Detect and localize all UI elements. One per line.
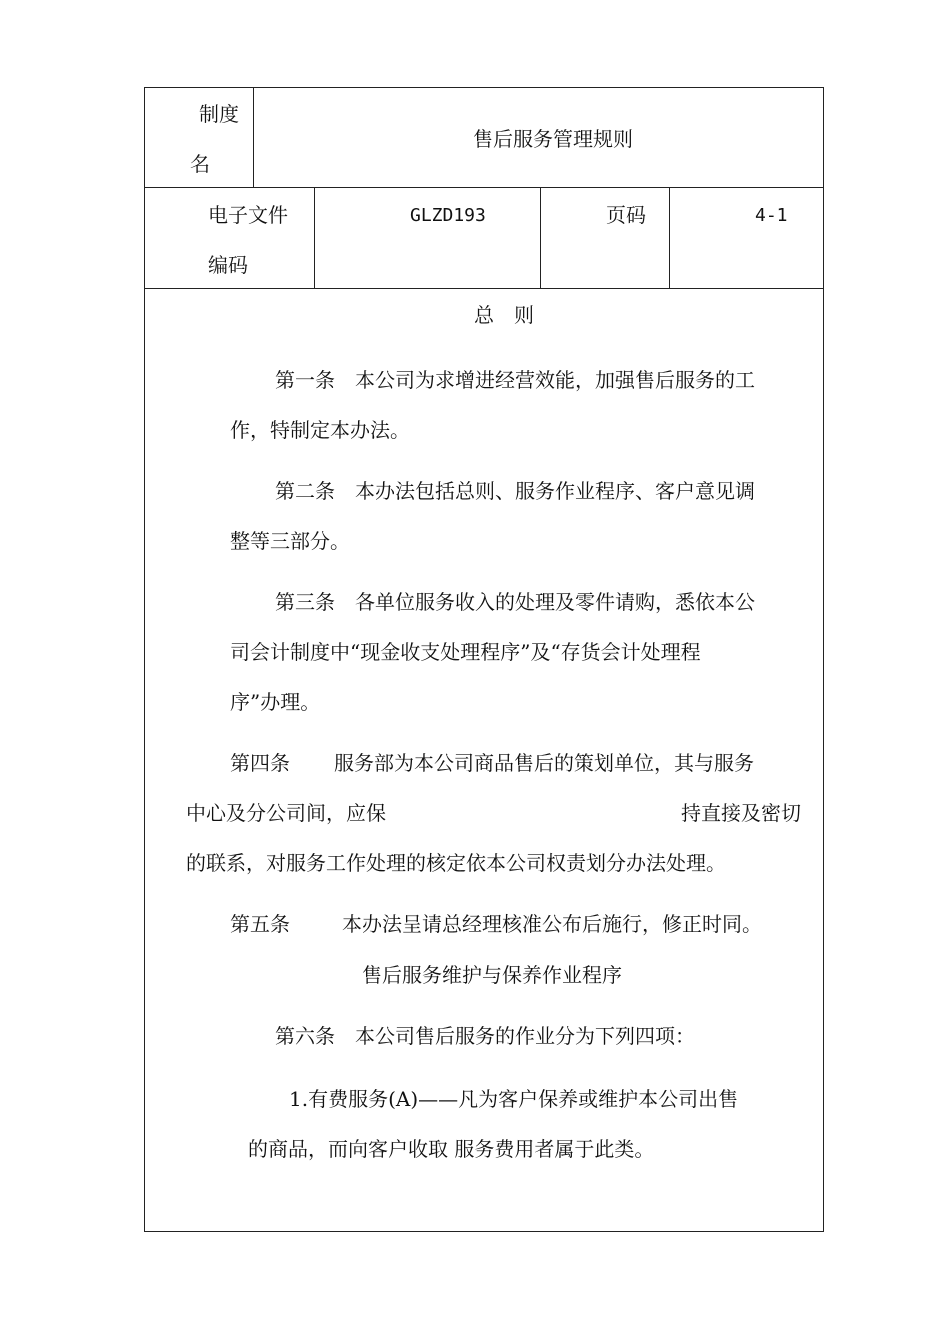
- article-5-text: 本办法呈请总经理核准公布后施行，修正时同。: [342, 912, 762, 936]
- col-divider-code: [314, 187, 315, 288]
- article-3-line1: 第三条 各单位服务收入的处理及零件请购，悉依本公: [275, 590, 755, 614]
- name-label-line2: 名: [190, 152, 210, 176]
- article-1-line1: 第一条 本公司为求增进经营效能，加强售后服务的工: [275, 368, 755, 392]
- document-title: 售后服务管理规则: [473, 127, 633, 151]
- row-divider-1: [144, 187, 824, 188]
- article-6-line1: 第六条 本公司售后服务的作业分为下列四项：: [275, 1024, 695, 1048]
- section-heading-maintenance: 售后服务维护与保养作业程序: [362, 963, 622, 987]
- row-divider-2: [144, 288, 824, 289]
- article-4-label: 第四条: [230, 751, 290, 775]
- page-value: 4-1: [755, 205, 788, 226]
- item-1-line2: 的商品，而向客户收取 服务费用者属于此类。: [248, 1137, 655, 1161]
- article-5-label: 第五条: [230, 912, 290, 936]
- article-3-line3: 序”办理。: [230, 690, 321, 714]
- article-4-line1: 服务部为本公司商品售后的策划单位，其与服务: [334, 751, 754, 775]
- code-label-line2: 编码: [208, 253, 248, 277]
- article-2-line2: 整等三部分。: [230, 529, 350, 553]
- item-1-line1: 1.有费服务(A)——凡为客户保养或维护本公司出售: [289, 1087, 739, 1111]
- page-label: 页码: [606, 203, 646, 227]
- article-4-line3: 的联系，对服务工作处理的核定依本公司权责划分办法处理。: [186, 851, 726, 875]
- article-1-line2: 作，特制定本办法。: [230, 418, 410, 442]
- name-label-line1: 制度: [199, 102, 239, 126]
- section-heading-general: 总 则: [474, 303, 534, 327]
- article-4-line2b: 持直接及密切: [681, 801, 801, 825]
- code-value: GLZD193: [410, 205, 486, 226]
- article-2-line1: 第二条 本办法包括总则、服务作业程序、客户意见调: [275, 479, 755, 503]
- article-3-line2: 司会计制度中“现金收支处理程序”及“存货会计处理程: [230, 640, 701, 664]
- col-divider-page: [669, 187, 670, 288]
- code-label-line1: 电子文件: [208, 203, 288, 227]
- article-4-line2a: 中心及分公司间，应保: [186, 801, 386, 825]
- col-divider-name: [253, 87, 254, 187]
- col-divider-value: [540, 187, 541, 288]
